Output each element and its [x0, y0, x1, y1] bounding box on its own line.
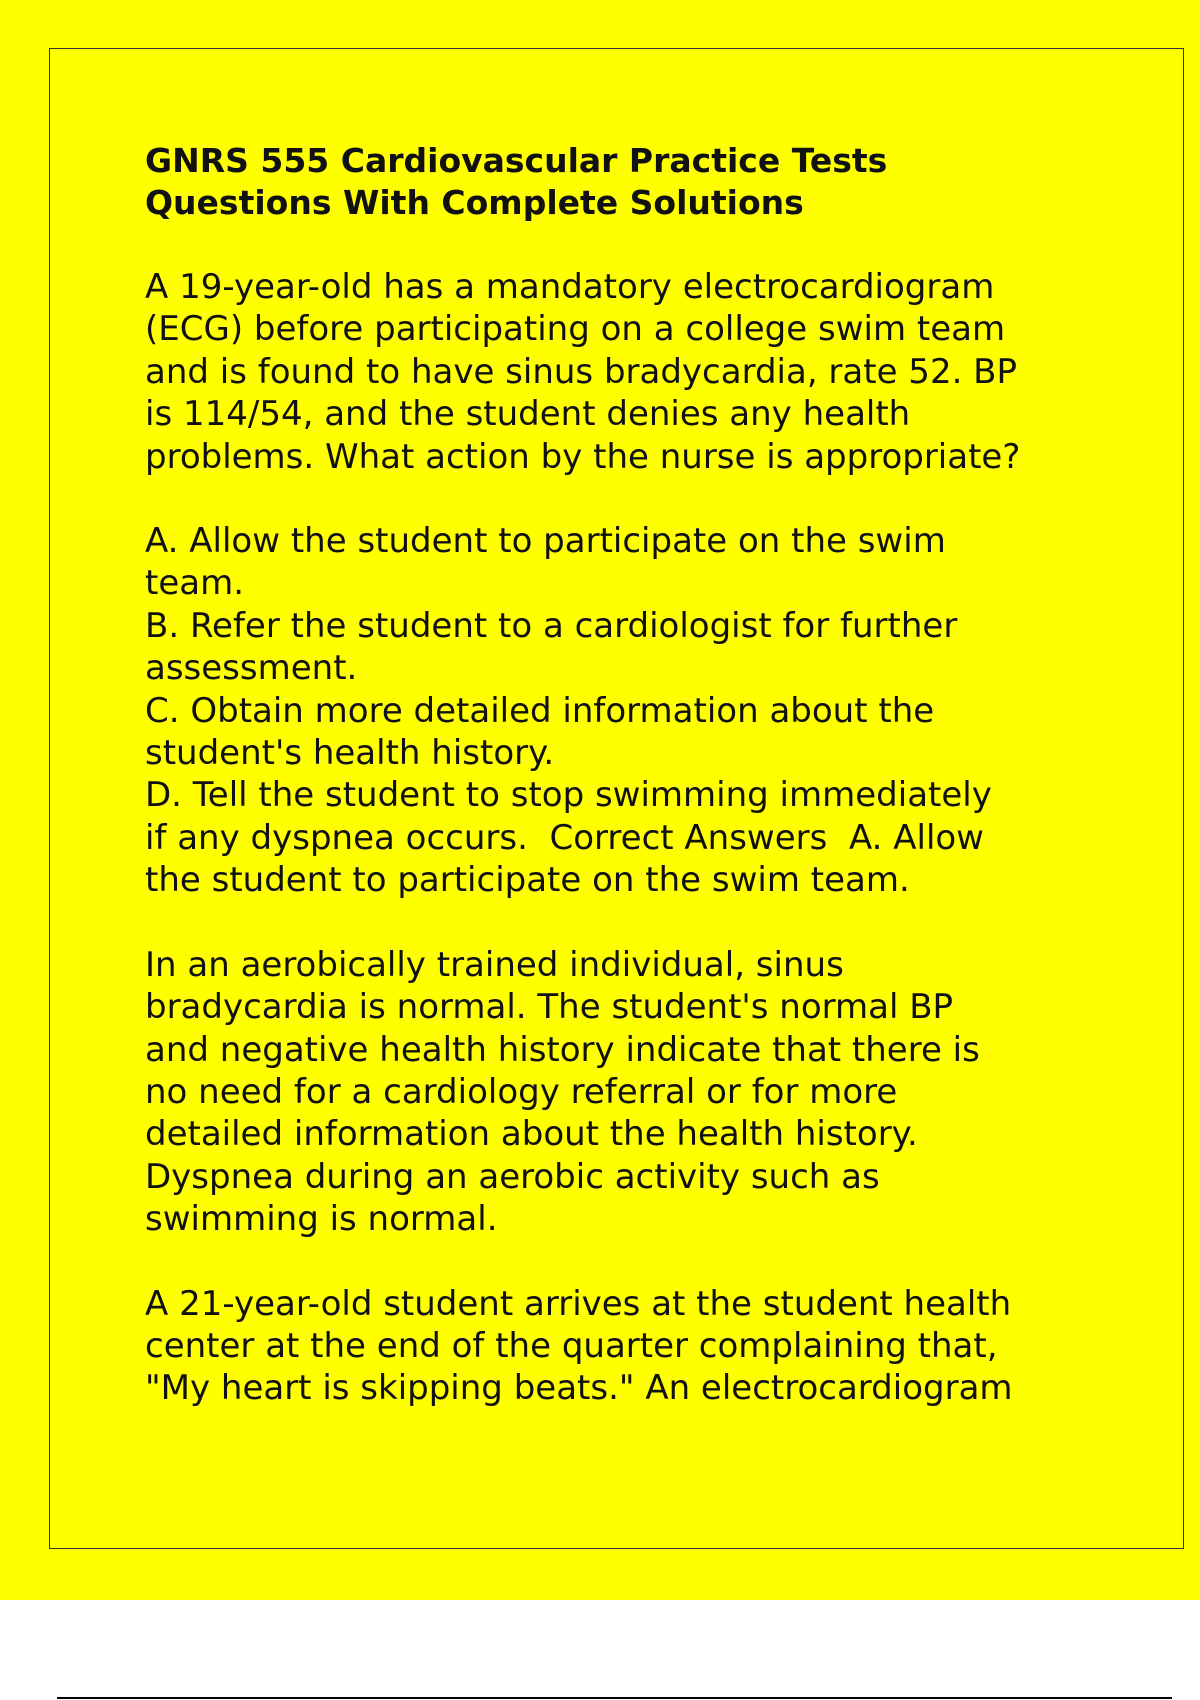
option-b-line: assessment. — [145, 648, 358, 689]
text-line: detailed information about the health history. — [145, 1114, 918, 1155]
text-line: bradycardia is normal. The student's normal BP — [145, 987, 954, 1028]
text-line: is 114/54, and the student denies any health — [145, 394, 911, 435]
option-b-line: B. Refer the student to a cardiologist for further — [145, 605, 958, 646]
text-line: In an aerobically trained individual, sinus — [145, 944, 844, 985]
text-line: problems. What action by the nurse is appropriate? — [145, 436, 1021, 477]
document-title — [145, 140, 1155, 224]
text-line: and is found to have sinus bradycardia, rate 52. BP — [145, 351, 1018, 392]
title-line: Questions With Complete Solutions — [145, 183, 804, 222]
title-line: GNRS 555 Cardiovascular Practice Tests — [145, 141, 888, 180]
option-a-line: team. — [145, 563, 245, 604]
option-a-line: A. Allow the student to participate on the swim — [145, 521, 946, 562]
option-c-line: student's health history. — [145, 733, 555, 774]
text-line: no need for a cardiology referral or for more — [145, 1071, 898, 1112]
text-line: Dyspnea during an aerobic activity such as — [145, 1156, 880, 1197]
text-line: "My heart is skipping beats." An electrocardiogram — [145, 1368, 1013, 1409]
question-2-stem — [145, 1283, 1155, 1410]
text-line: A 19-year-old has a mandatory electrocardiogram — [145, 267, 995, 307]
text-line: and negative health history indicate that there is — [145, 1029, 980, 1070]
correct-answer-line: if any dyspnea occurs. Correct Answers A. Allow — [145, 817, 984, 858]
text-line: center at the end of the quarter complaining that, — [145, 1325, 998, 1366]
question-1-stem — [145, 266, 1155, 478]
correct-answer-line: the student to participate on the swim team. — [145, 860, 910, 901]
option-c-line: C. Obtain more detailed information about the — [145, 690, 935, 731]
text-line: A 21-year-old student arrives at the student health — [145, 1283, 1012, 1324]
bottom-divider — [57, 1697, 1172, 1699]
document-body — [145, 140, 1155, 1410]
question-1-options — [145, 520, 1155, 902]
option-d-line: D. Tell the student to stop swimming immediately — [145, 775, 992, 816]
text-line: swimming is normal. — [145, 1199, 498, 1240]
question-1-explanation — [145, 944, 1155, 1241]
text-line: (ECG) before participating on a college swim team — [145, 309, 1006, 350]
